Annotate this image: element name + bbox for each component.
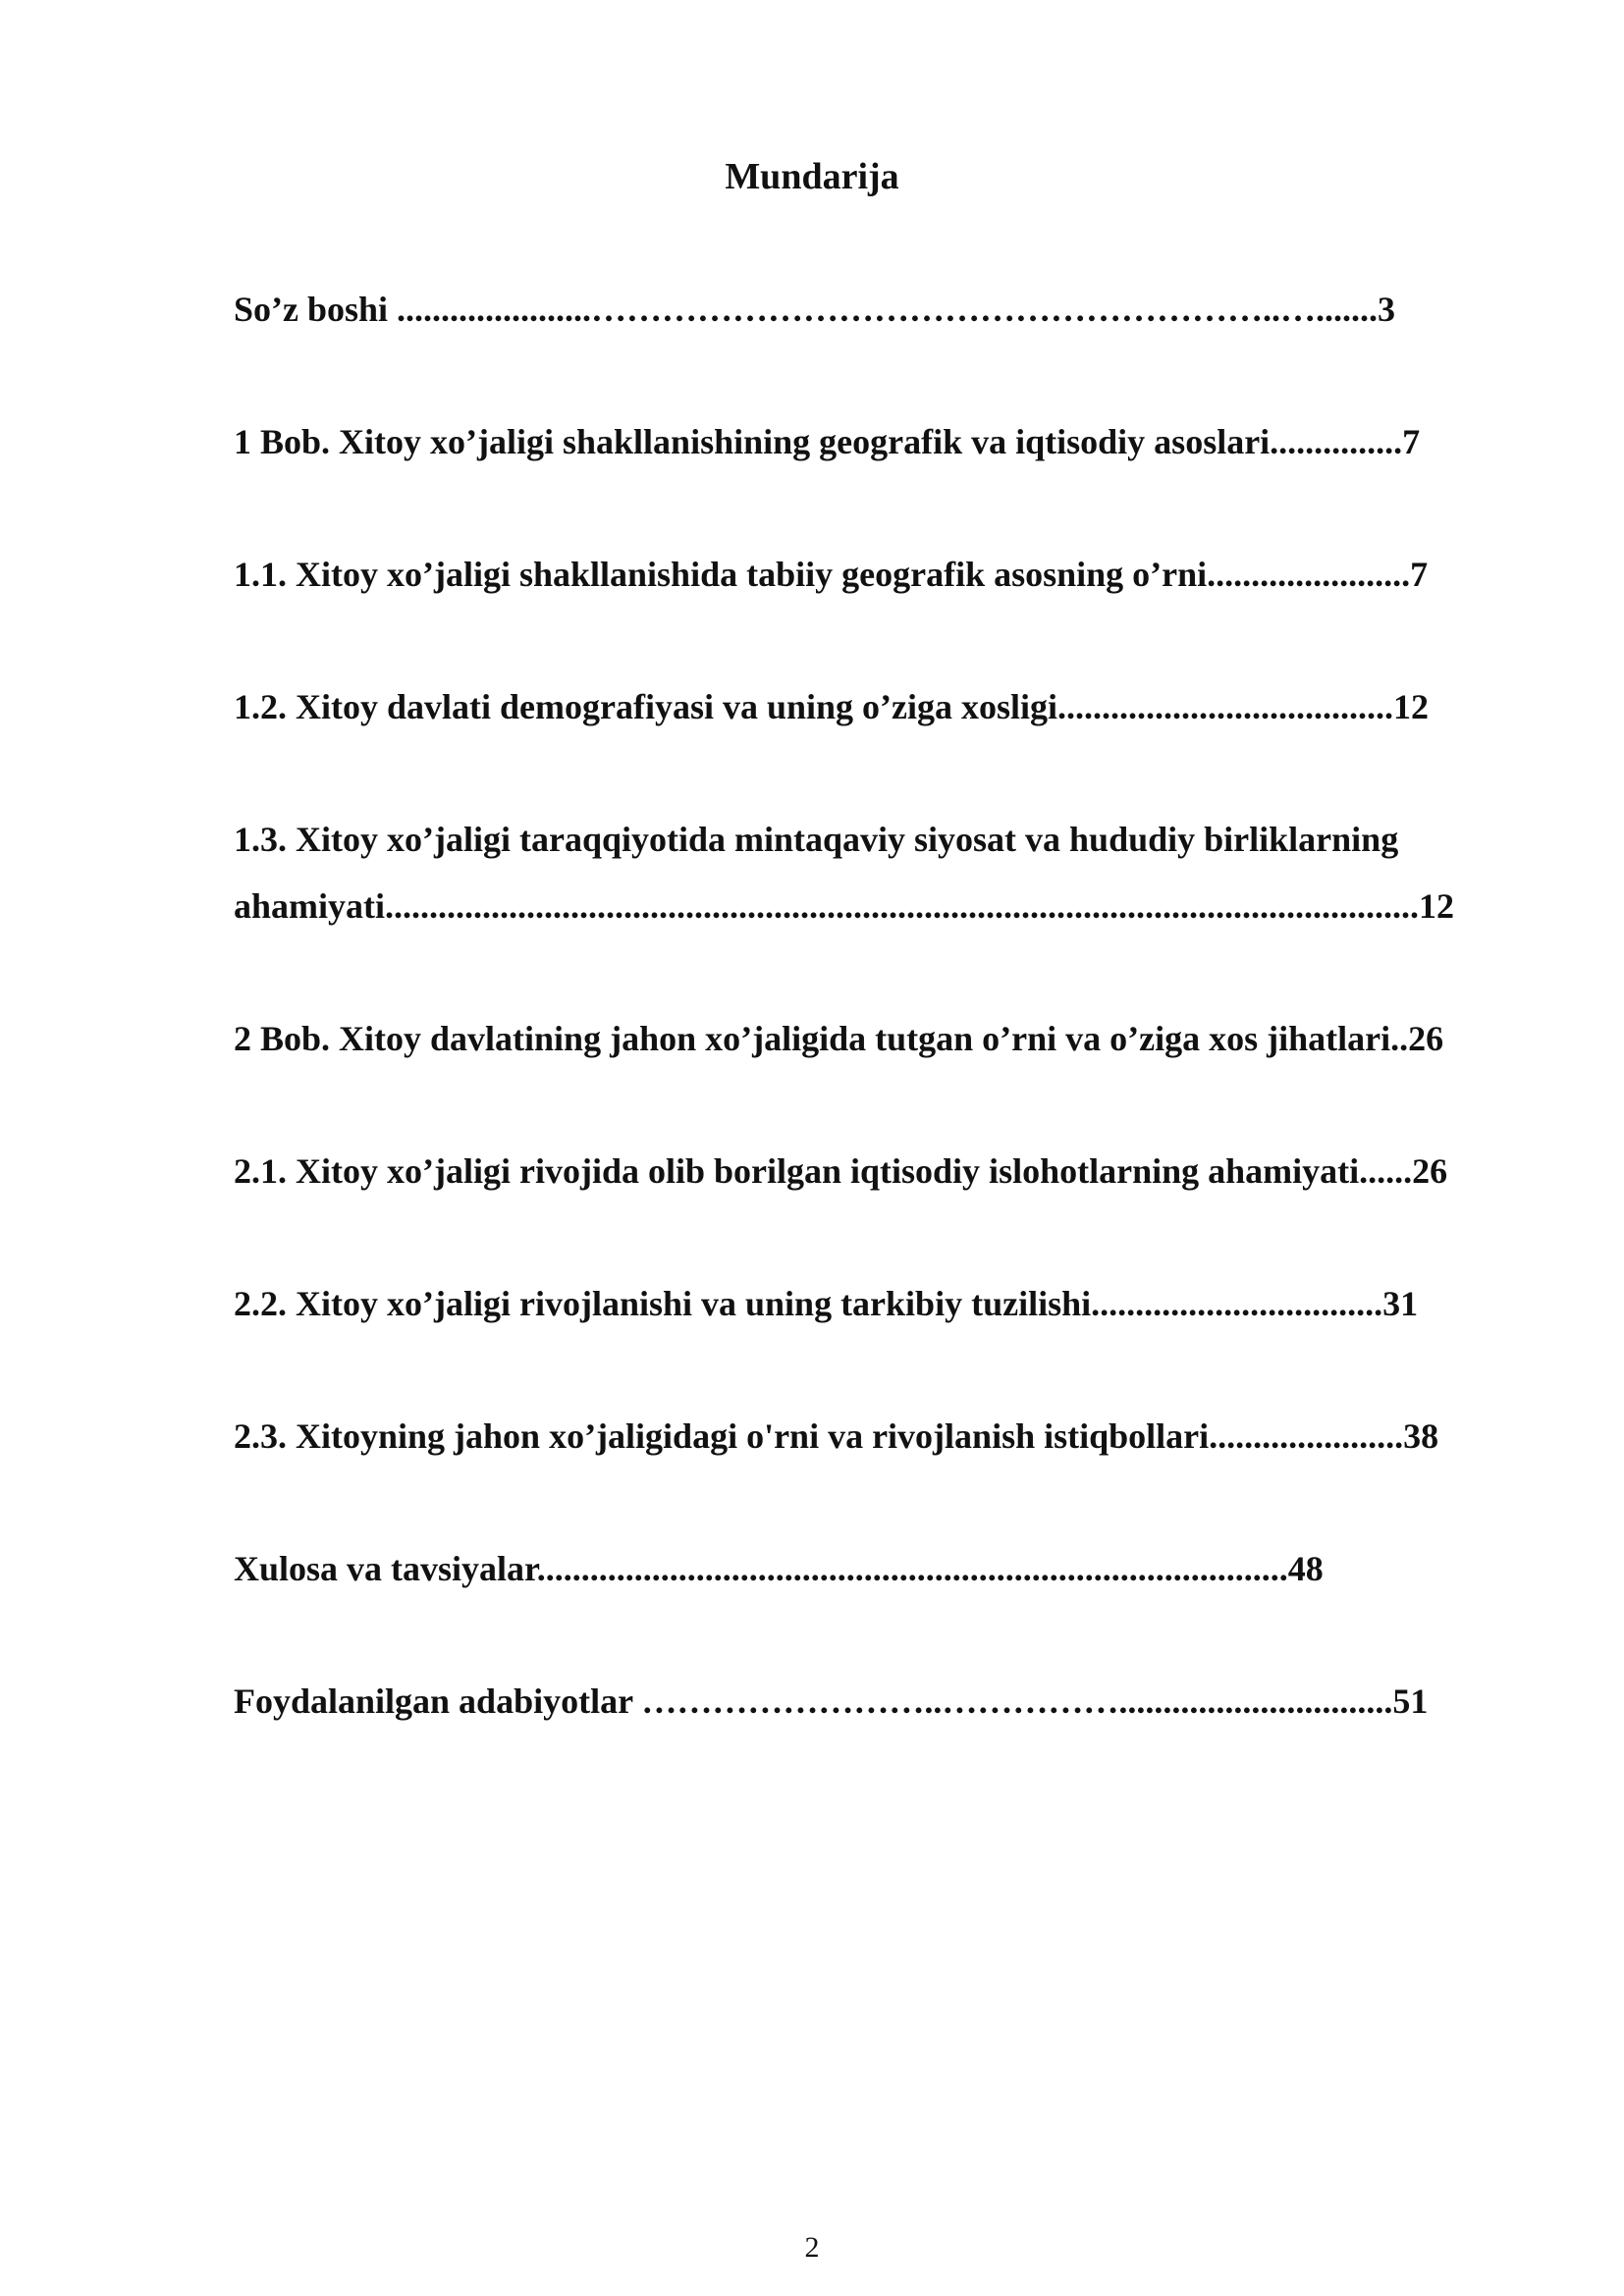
toc-entry-section-2-1: 2.1. Xitoy xo’jaligi rivojida olib borilgan iqtisodiy islohotlarning ahamiyati......26: [234, 1151, 1448, 1191]
toc-entry-section-2-2: 2.2. Xitoy xo’jaligi rivojlanishi va uning tarkibiy tuzilishi.................................31: [234, 1284, 1419, 1323]
toc-entry-section-2-3: 2.3. Xitoyning jahon xo’jaligidagi o'rni va rivojlanish istiqbollari......................38: [234, 1416, 1439, 1456]
toc-entry-section-1-2: 1.2. Xitoy davlati demografiyasi va uning o’ziga xosligi......................................12: [234, 687, 1430, 726]
toc-entry-chapter-2: 2 Bob. Xitoy davlatining jahon xo’jaligida tutgan o’rni va o’ziga xos jihatlari..26: [234, 1019, 1444, 1058]
toc-entry-references: Foydalanilgan adabiyotlar ……………………..……………...............................51: [234, 1682, 1429, 1721]
toc-entry-conclusion: Xulosa va tavsiyalar.....................................................................................48: [234, 1549, 1324, 1588]
toc-entry-chapter-1: 1 Bob. Xitoy xo’jaligi shakllanishining geografik va iqtisodiy asoslari...............7: [234, 422, 1421, 461]
toc-entry-section-1-3-continued: ahamiyati.....................................................................................................................12: [234, 886, 1455, 926]
page-title: Mundarija: [725, 156, 899, 197]
toc-entry-preface: So’z boshi ......................…………………………………………………..….......3: [234, 290, 1396, 329]
page-number: 2: [804, 2231, 820, 2264]
toc-entry-section-1-1: 1.1. Xitoy xo’jaligi shakllanishida tabiiy geografik asosning o’rni.......................7: [234, 555, 1429, 594]
toc-entry-section-1-3: 1.3. Xitoy xo’jaligi taraqqiyotida mintaqaviy siyosat va hududiy birliklarning: [234, 820, 1399, 859]
